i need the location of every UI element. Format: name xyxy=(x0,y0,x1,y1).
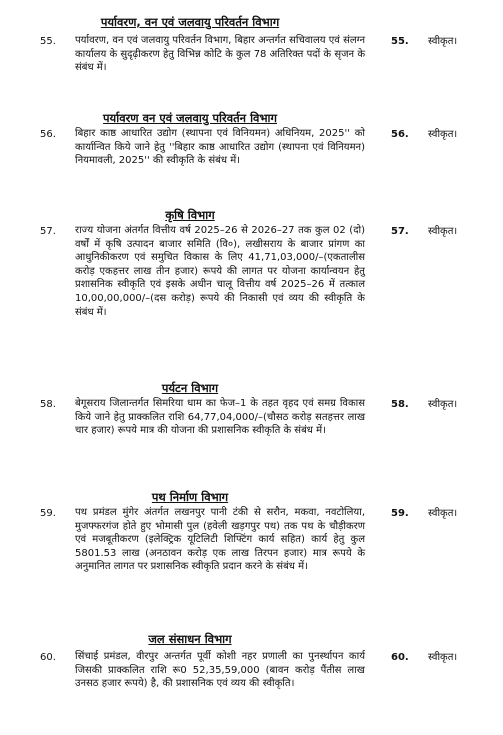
item-number: 55. xyxy=(40,36,56,47)
decision-number: 57. xyxy=(391,226,409,237)
decision-number: 59. xyxy=(391,508,409,519)
department-heading: पर्यावरण, वन एवं जलवायु परिवर्तन विभाग xyxy=(100,15,280,29)
item-number: 58. xyxy=(40,399,56,410)
department-heading: पर्यटन विभाग xyxy=(161,381,219,395)
item-description: राज्य योजना अंतर्गत वित्तीय वर्ष 2025–26 से 2026–27 तक कुल 02 (दो) वर्षों में कृषि उत्पादन बाजार समिति (वि०), लखीसराय के बाजार प्रांगण का आधुनिकीकरण एवं समुचित विकास के लिए 41,71,03,000/–(एकतालीस करोड़ एकहत्तर लाख तीन हजार) रूपये की लागत पर योजना कार्यान्वयन हेतु प्रशासनिक स्वीकृति एवं इसके अधीन चालू वित्तीय वर्ष 2025–26 में तत्काल 10,00,00,000/–(दस करोड़) रूपये की निकासी एवं व्यय की स्वीकृति के संबंध में। xyxy=(75,225,365,318)
decision-number: 60. xyxy=(391,652,409,663)
decision-status: स्वीकृत। xyxy=(428,226,458,237)
item-description: सिंचाई प्रमंडल, वीरपुर अन्तर्गत पूर्वी कोशी नहर प्रणाली का पुनर्स्थापन कार्य जिसकी प्राक्कलित राशि रू0 52,35,59,000 (बावन करोड़ पैंतीस लाख उनसठ हजार रूपये) है, की प्रशासनिक एवं व्यय की स्वीकृति। xyxy=(75,651,365,690)
decision-number: 56. xyxy=(391,129,409,140)
decision-status: स्वीकृत। xyxy=(428,652,458,663)
decision-status: स्वीकृत। xyxy=(428,36,458,47)
item-description: बेगूसराय जिलान्तर्गत सिमरिया धाम का फेज–1 के तहत वृहद एवं समग्र विकास किये जाने हेतु प्राक्कलित राशि 64,77,04,000/–(चौसठ करोड़ सतहत्तर लाख चार हजार) रूपये मात्र की योजना की प्रशासनिक स्वीकृति के संबंध में। xyxy=(75,398,365,437)
decision-number: 58. xyxy=(391,399,409,410)
department-heading: पथ निर्माण विभाग xyxy=(151,490,229,504)
item-description: बिहार काष्ठ आधारित उद्योग (स्थापना एवं विनियमन) अधिनियम, 2025'' को कार्यान्वित किये जाने हेतु ''बिहार काष्ठ आधारित उद्योग (स्थापना एवं विनियमन) नियमावली, 2025'' की स्वीकृति के संबंध में। xyxy=(75,128,365,167)
department-heading: जल संसाधन विभाग xyxy=(148,632,232,646)
decision-status: स्वीकृत। xyxy=(428,399,458,410)
item-number: 60. xyxy=(40,652,56,663)
item-number: 59. xyxy=(40,508,56,519)
item-description: पर्यावरण, वन एवं जलवायु परिवर्तन विभाग, बिहार अन्तर्गत सचिवालय एवं संलग्न कार्यालय के सुदृढ़ीकरण हेतु विभिन्न कोटि के कुल 78 अतिरिक्त पदों के सृजन के संबंध में। xyxy=(75,35,365,74)
decision-status: स्वीकृत। xyxy=(428,508,458,519)
department-heading: पर्यावरण वन एवं जलवायु परिवर्तन विभाग xyxy=(103,111,277,125)
decision-status: स्वीकृत। xyxy=(428,129,458,140)
item-number: 56. xyxy=(40,129,56,140)
item-description: पथ प्रमंडल मुंगेर अंतर्गत लखनपुर पानी टंकी से सरौन, मकवा, नवटोलिया, मुजफ्फरगंज होते हुए भोमासी पुल (हवेली खड़गपुर पथ) तक पथ के चौड़ीकरण एवं मजबूतीकरण (इलेक्ट्रिक यूटिलिटी शिफ्टिंग कार्य सहित) कार्य हेतु कुल 5801.53 लाख (अनठावन करोड़ एक लाख तिरपन हजार) मात्र रूपये के अनुमानित लागत पर प्रशासनिक स्वीकृति प्रदान करने के संबंध में। xyxy=(75,507,365,573)
item-number: 57. xyxy=(40,226,56,237)
decision-number: 55. xyxy=(391,36,409,47)
department-heading: कृषि विभाग xyxy=(165,208,215,222)
